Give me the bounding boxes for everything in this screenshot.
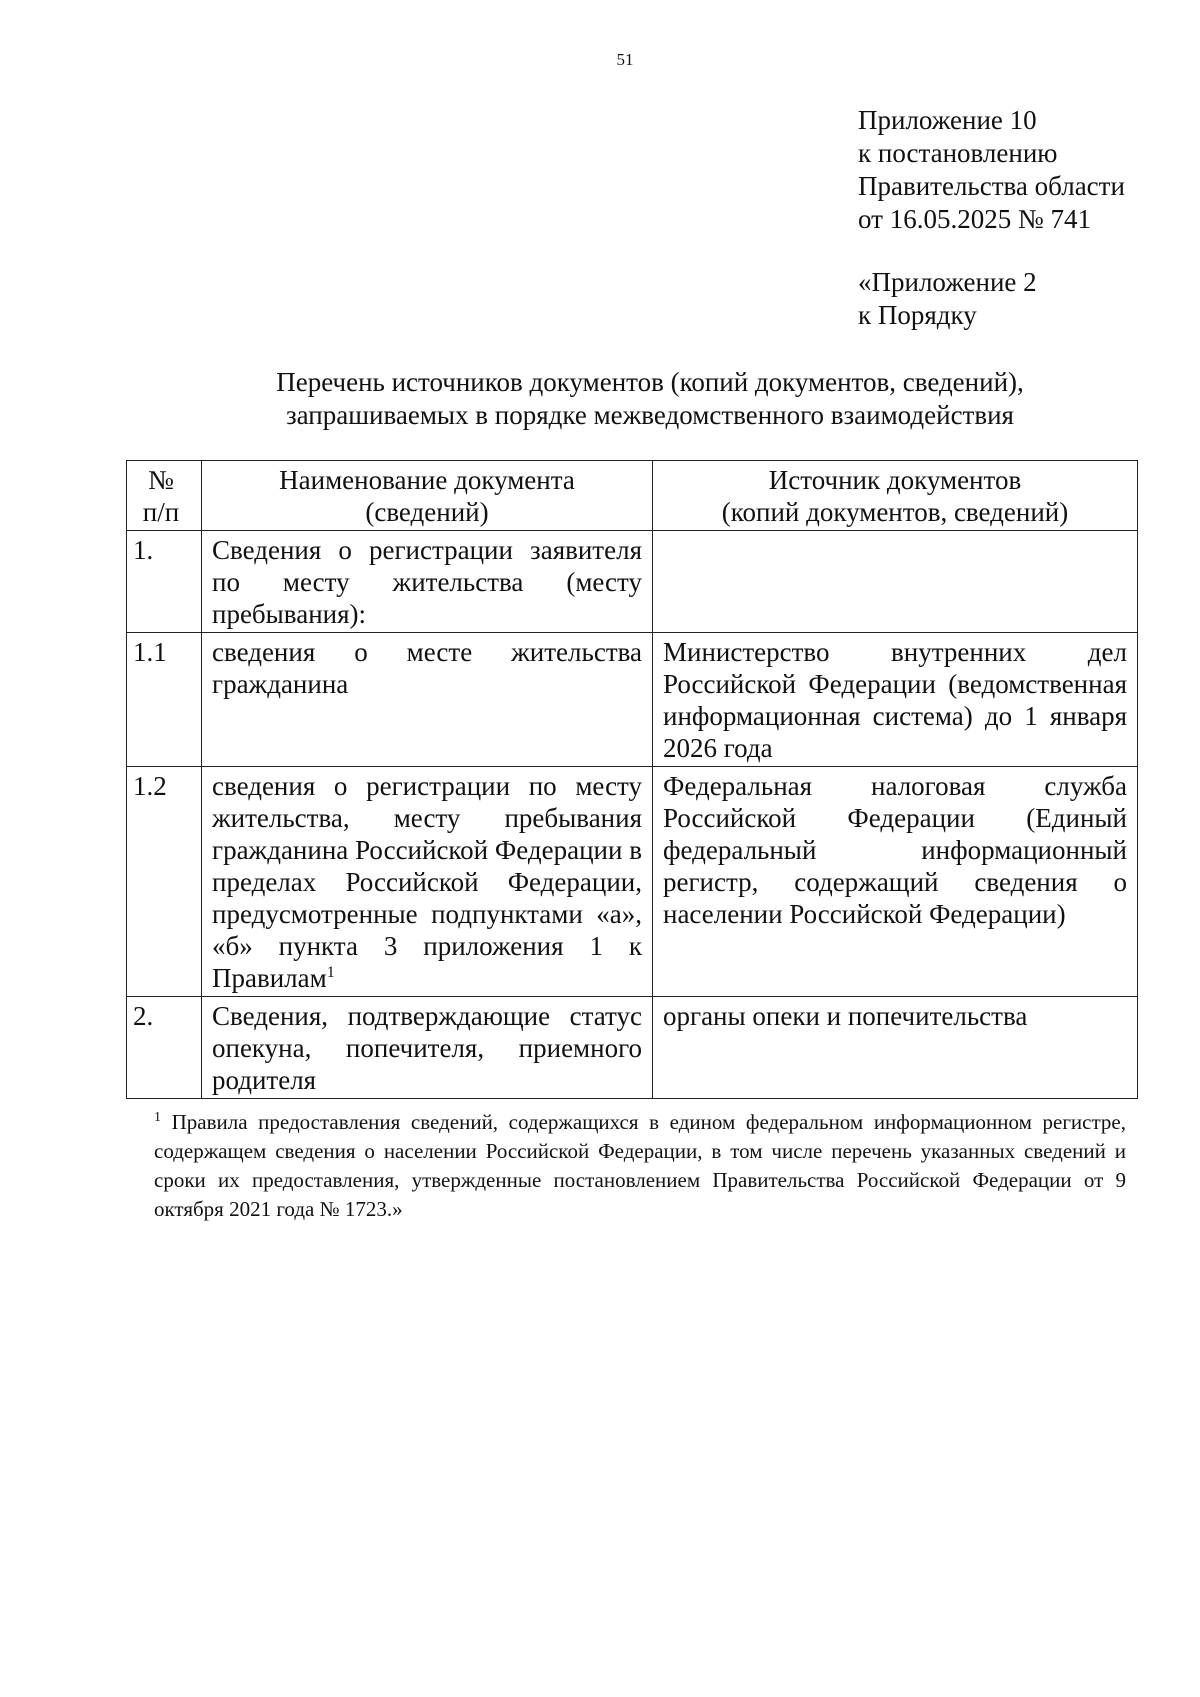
annex-line: Приложение 10 <box>858 105 1037 135</box>
footnote-mark: 1 <box>154 1110 161 1125</box>
header-num-line: № <box>148 465 174 495</box>
annex-line: к постановлению <box>858 138 1058 168</box>
header-source-cell <box>653 461 1138 531</box>
row-num: 1.2 <box>127 767 202 997</box>
table-row <box>127 767 1138 997</box>
row-name: сведения о месте жительства гражданина <box>202 633 653 767</box>
row-name-cell <box>202 767 653 997</box>
row-source: органы опеки и попечительства <box>653 997 1138 1099</box>
document-title <box>150 366 1150 432</box>
header-name-cell <box>202 461 653 531</box>
header-source-line: Источник документов <box>768 465 1022 495</box>
header-name-line: Наименование документа <box>279 465 575 495</box>
annex-inner-header <box>858 266 1037 332</box>
header-source-line: (копий документов, сведений) <box>721 497 1069 527</box>
title-line: Перечень источников документов (копий документов, сведений), <box>276 367 1024 397</box>
row-source: Министерство внутренних дел Российской Федерации (ведомственная информационная система) до 1 января 2026 года <box>653 633 1138 767</box>
row-num: 1. <box>127 531 202 633</box>
row-num: 2. <box>127 997 202 1099</box>
header-name-line: (сведений) <box>365 497 489 527</box>
page-number: 51 <box>616 50 634 69</box>
annex-header <box>858 104 1125 236</box>
annex-line: Правительства области <box>858 171 1125 201</box>
row-num: 1.1 <box>127 633 202 767</box>
annex-inner-line: к Порядку <box>858 300 977 330</box>
footnote <box>154 1108 1126 1224</box>
table-header-row <box>127 461 1138 531</box>
sources-table <box>126 460 1138 1099</box>
annex-line: от 16.05.2025 № 741 <box>858 204 1091 234</box>
table-row <box>127 531 1138 633</box>
header-num-cell <box>127 461 202 531</box>
row-name: Сведения, подтверждающие статус опекуна, попечителя, приемного родителя <box>202 997 653 1099</box>
footnote-text: Правила предоставления сведений, содержащихся в едином федеральном информационном регистре, содержащем сведения о населении Российской Федерации, в том числе перечень указанных сведений и сроки их предоставления, утвержденные постановлением Правительства Российской Федерации от 9 октября 2021 года № 1723.» <box>154 1110 1126 1221</box>
row-source: Федеральная налоговая служба Российской Федерации (Единый федеральный информационный регистр, содержащий сведения о населении Российской Федерации) <box>653 767 1138 997</box>
row-source <box>653 531 1138 633</box>
table-row <box>127 633 1138 767</box>
annex-inner-line: «Приложение 2 <box>858 267 1037 297</box>
header-num-line: п/п <box>142 497 180 527</box>
table-row <box>127 997 1138 1099</box>
row-name: сведения о регистрации по месту жительства, месту пребывания гражданина Российской Федерации в пределах Российской Федерации, предусмотренные подпунктами «а», «б» пункта 3 приложения 1 к Правилам <box>212 771 642 993</box>
row-name: Сведения о регистрации заявителя по месту жительства (месту пребывания): <box>202 531 653 633</box>
footnote-reference: 1 <box>326 964 335 981</box>
title-line: запрашиваемых в порядке межведомственного взаимодействия <box>286 400 1014 430</box>
